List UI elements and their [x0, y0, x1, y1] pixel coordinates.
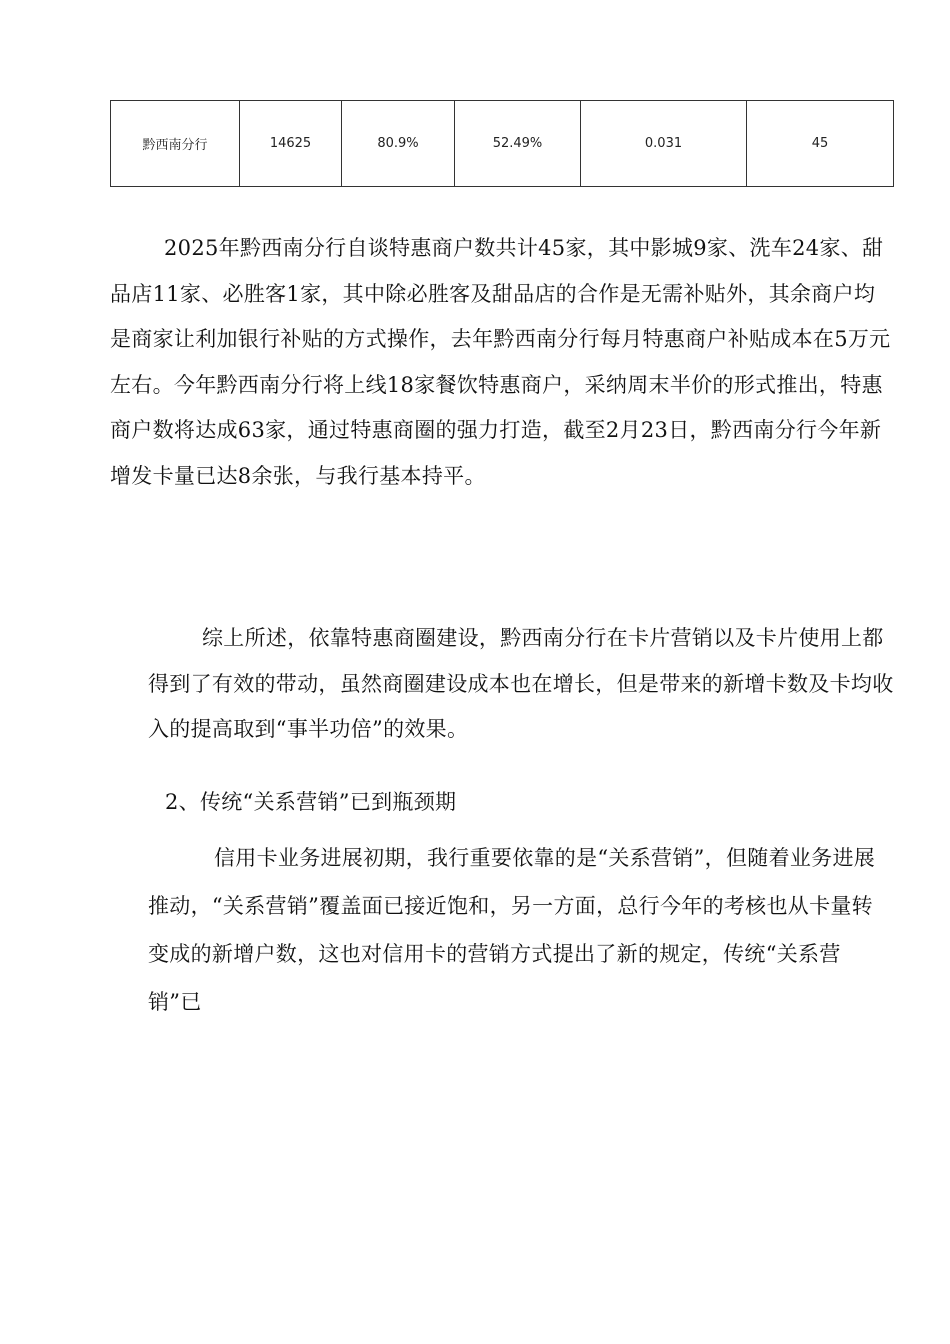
cell-value-2: 80.9% [342, 101, 455, 187]
table-row [111, 101, 894, 187]
paragraph-conclusion: 综上所述，依靠特惠商圈建设，黔西南分行在卡片营销以及卡片使用上都得到了有效的带动，虽然商圈建设成本也在增长，但是带来的新增卡数及卡均收入的提高取到“事半功倍”的效果。 [148, 626, 894, 741]
paragraph-relationship-marketing: 信用卡业务进展初期，我行重要依靠的是“关系营销”，但随着业务进展推动，“关系营销”覆盖面已接近饱和，另一方面，总行今年的考核也从卡量转变成的新增户数，这也对信用卡的营销方式提出了新的规定，传统“关系营销”已 [148, 846, 876, 1014]
section-heading: 2、传统“关系营销”已到瓶颈期 [165, 790, 457, 814]
cell-value-5: 45 [747, 101, 894, 187]
cell-value-1: 14625 [240, 101, 342, 187]
cell-branch: 黔西南分行 [111, 101, 240, 187]
paragraph-merchant-summary: 2025年黔西南分行自谈特惠商户数共计45家，其中影城9家、洗车24家、甜品店11家、必胜客1家，其中除必胜客及甜品店的合作是无需补贴外，其余商户均是商家让利加银行补贴的方式操作，去年黔西南分行每月特惠商户补贴成本在5万元左右。今年黔西南分行将上线18家餐饮特惠商户，采纳周末半价的形式推出，特惠商户数将达成63家，通过特惠商圈的强力打造，截至2月23日，黔西南分行今年新增发卡量已达8余张，与我行基本持平。 [110, 236, 891, 488]
data-table [110, 100, 894, 187]
cell-value-3: 52.49% [455, 101, 581, 187]
cell-value-4: 0.031 [581, 101, 747, 187]
